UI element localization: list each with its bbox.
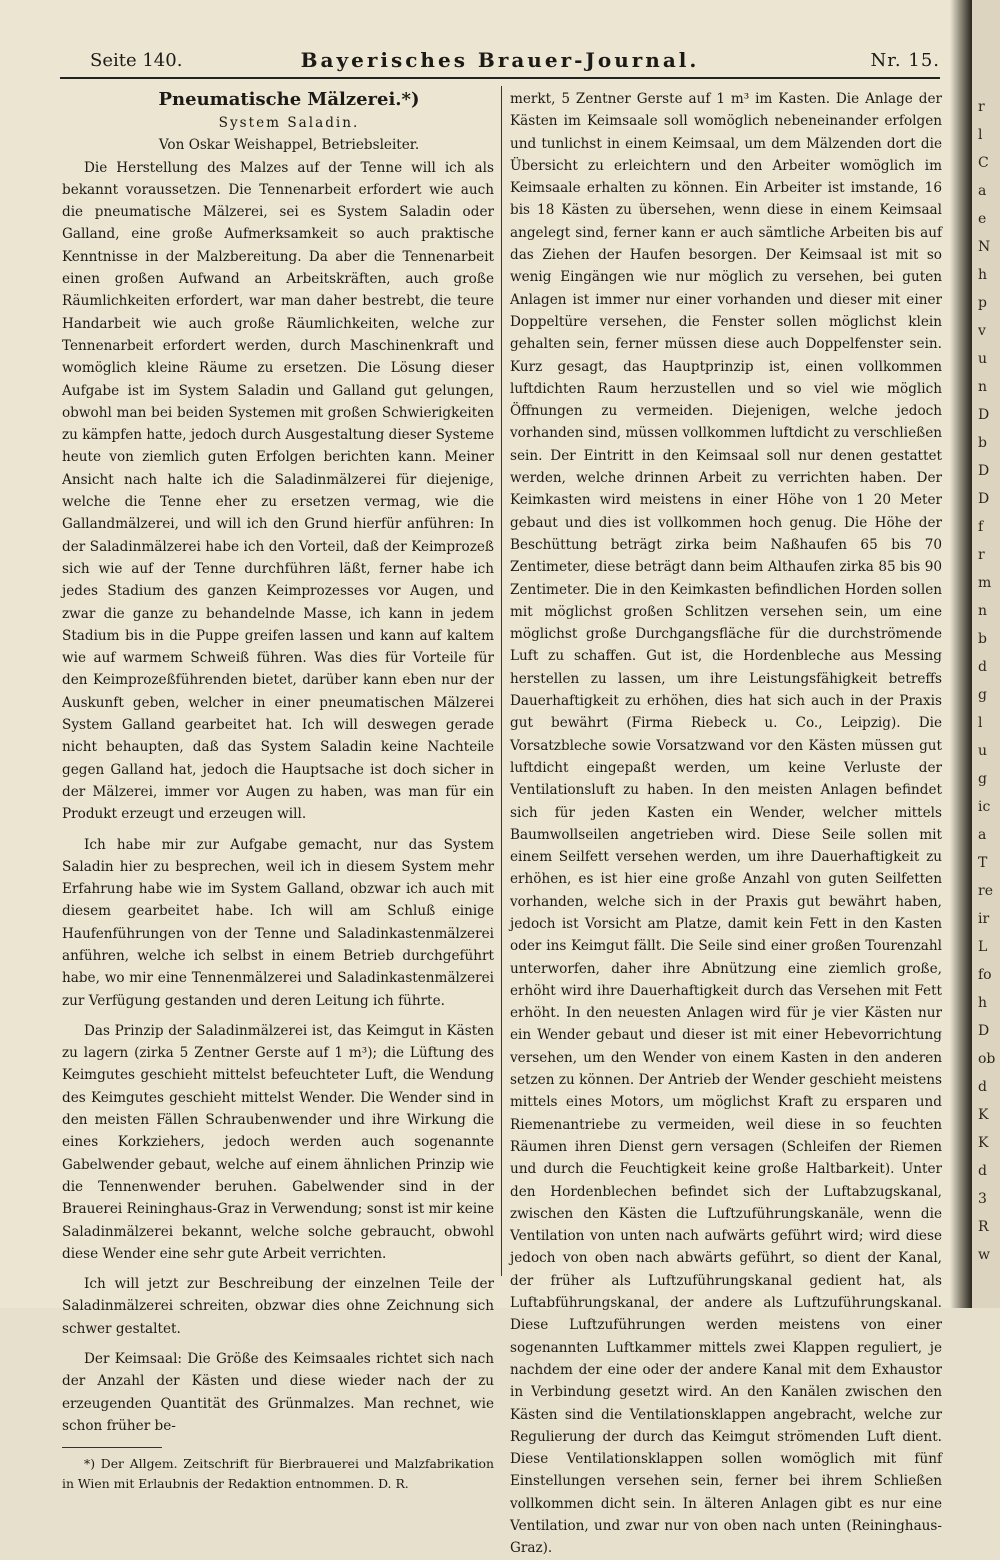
edge-character: ic [978,799,991,815]
edge-character: a [978,827,987,843]
edge-character: u [978,351,988,367]
edge-character: h [978,995,988,1011]
edge-character: 3 [978,1191,987,1207]
edge-character: d [978,1079,987,1095]
edge-character: C [978,155,989,171]
edge-character: L [978,939,988,955]
edge-character: r [978,547,985,563]
edge-character: fo [978,967,992,983]
article-title: Pneumatische Mälzerei.*) [158,89,420,110]
edge-character: ob [978,1051,996,1067]
edge-character: h [978,267,988,283]
edge-character: D [978,491,990,507]
edge-character: d [978,1163,987,1179]
edge-character: R [978,1219,989,1235]
adjacent-page-edge [972,0,1000,1308]
edge-character: b [978,435,987,451]
paragraph: Ich habe mir zur Aufgabe gemacht, nur das System Saladin hier zu besprechen, weil ich in diesem System mehr Erfahrung habe wie im System Galland, obzwar ich auch mit diesem gearbeitet habe. Ich will am Schluß einige Haufenführungen von der Tenne und Saladinkastenmälzerei anführen, welche ich selbst in einem Betrieb durchgeführt habe, wo mir eine Tennenmälzerei und Saladinkastenmälzerei zur Verfügung gestanden und deren Leitung ich führte. [62,836,494,1009]
paragraph: merkt, 5 Zentner Gerste auf 1 m³ im Kasten. Die Anlage der Kästen im Keimsaale soll womöglich nebeneinander erfolgen und tunlichst in einem Keimsaal, um dem Mälzenden dort die Übersicht zu erleichtern und den Arbeiter womöglich im Keimsaale erhalten zu können. Ein Arbeiter ist imstande, 16 bis 18 Kästen zu übersehen, wenn diese in einem Keimsaal angelegt sind, ferner kann er auch sämtliche Arbeiten bis auf das Ziehen der Haufen besorgen. Der Keimsaal ist mit so wenig Eingängen wie nur möglich zu versehen, bei guten Anlagen ist immer nur einer vorhanden und dieser mit einer Doppeltüre versehen, die Fenster sollen möglichst klein gehalten sein, ferner müssen diese auch Doppelfenster sein. Kurz gesagt, das Hauptprinzip ist, einen vollkommen luftdichten Raum herzustellen und so viel wie möglich Öffnungen zu vermeiden. Diejenigen, welche jedoch vorhanden sind, müssen vollkommen luftdicht zu verschließen sein. Der Eintritt in den Keimsaal soll nur denen gestattet werden, welche drinnen Arbeit zu verrichten haben. Der Keimkasten wird meistens in einer Höhe von 1 20 Meter gebaut und dies ist vollkommen hoch genug. Die Höhe der Beschüttung beträgt zirka beim Naßhaufen 65 bis 70 Zentimeter, diese beträgt dann beim Althaufen zirka 85 bis 90 Zentimeter. Die in den Keimkasten befindlichen Horden sollen mit möglichst großen Schlitzen versehen sein, um eine möglichst große Durchgangsfläche für die durchströmende Luft zu schaffen. Gut ist, die Hordenbleche aus Messing herstellen zu lassen, um ihre Leistungsfähigkeit betreffs Dauerhaftigkeit zu erhöhen, dies hat sich auch in der Praxis gut bewährt (Firma Riebeck u. Co., Leipzig). Die Vorsatzbleche sowie Vorsatzwand vor den Kästen müssen gut luftdicht eingepaßt werden, um keine Verluste der Ventilationsluft zu haben. In den meisten Anlagen befindet sich für jeden Kasten ein Wender, welcher mittels Baumwollseilen angetrieben wird. Diese Seile sollen mit einem Seilfett versehen werden, um ihre Dauerhaftigkeit zu erhöhen, es ist hier eine große Anzahl von guten Seilfetten vorhanden, welche sich in der Praxis gut bewährt haben, jedoch ist Vorsicht am Platze, damit kein Fett in den Kasten oder ins Keimgut fällt. Die Seile sind einer großen Tourenzahl unterworfen, daher ihre Abnützung eine ziemlich große, erhöht wird ihre Dauerhaftigkeit durch das Versehen mit Fett erhöht. In den neuesten Anlagen wird für je vier Kästen nur ein Wender gebaut und dieser ist mit einer Hebevorrichtung versehen, um den Wender von einem Kasten in den anderen setzen zu können. Der Antrieb der Wender geschieht meistens mittels eines Motors, um möglichst Kraft zu ersparen und Riemenantriebe zu vermeiden, weil diese in so feuchten Räumen ihren Dienst gern versagen (Schleifen der Riemen und durch die Feuchtigkeit keine große Haltbarkeit). Unter den Hordenblechen befindet sich der Luftabzugskanal, zwischen den Kästen die Luftzuführungskanäle, wenn die Ventilation von unten nach aufwärts geführt wird; wird diese jedoch von oben nach abwärts geführt, so dient der Kanal, der früher als Luftzuführungskanal gedient hat, als Luftabführungskanal, der andere als Luftzuführungskanal. Diese Luftzuführungen werden meistens von einer sogenannten Luftkammer mittels zwei Klappen reguliert, je nachdem der eine oder der andere Kanal mit dem Exhaustor in Verbindung gesetzt wird. An den Kanälen zwischen den Kästen sind die Ventilationsklappen angebracht, welche zur Regulierung der durch das Keimgut strömenden Luft dient. Diese Ventilationsklappen sollen womöglich mit fünf Einstellungen versehen sein, ferner bei ihrem Schließen vollkommen dicht sein. In älteren Anlagen gibt es nur eine Ventilation, und zwar nur von oben nach unten (Reininghaus-Graz). [510,91,942,1557]
edge-character: l [978,715,983,731]
edge-character: D [978,463,990,479]
footnote-rule [62,1447,162,1448]
journal-title: Bayerisches Brauer-Journal. [300,48,700,72]
edge-character: n [978,379,988,395]
article-author: Von Oskar Weishappel, Betriebsleiter. [158,137,420,154]
footnote: *) Der Allgem. Zeitschrift für Bierbrauerei und Malzfabrikation in Wien mit Erlaubnis der Redaktion entnommen. D. R. [62,1456,494,1492]
page-header [60,46,940,76]
edge-character: p [978,295,987,311]
column-divider [501,86,502,1276]
left-column [62,88,494,1494]
edge-character: D [978,407,990,423]
paragraph: Der Keimsaal: Die Größe des Keimsaales richtet sich nach der Anzahl der Kästen und diese wieder nach der zu erzeugenden Quantität des Grünmalzes. Man rechnet, wie schon früher be- [62,1351,494,1434]
edge-character: f [978,519,984,535]
edge-character: l [978,127,983,143]
edge-character: m [978,575,992,591]
edge-character: b [978,631,987,647]
page-fold-shadow [950,0,972,1308]
paragraph: Ich will jetzt zur Beschreibung der einzelnen Teile der Saladinmälzerei schreiten, obzwar dies ohne Zeichnung sich schwer gestaltet. [62,1276,494,1337]
edge-character: r [978,99,985,115]
article-subtitle: System Saladin. [218,115,360,131]
right-column [510,88,942,1560]
issue-number: Nr. 15. [870,50,940,71]
edge-character: v [978,323,986,339]
page-number: Seite 140. [90,50,183,71]
header-rule [60,77,940,79]
edge-character: re [978,883,993,899]
paragraph: Das Prinzip der Saladinmälzerei ist, das Keimgut in Kästen zu lagern (zirka 5 Zentner Gerste auf 1 m³); die Lüftung des Keimgutes geschieht mittelst befeuchteter Luft, die Wendung des Keimgutes geschieht mittelst Wender. Die Wender sind in den meisten Fällen Schraubenwender und ihre Wirkung die eines Korkziehers, jedoch werden auch sogenannte Gabelwender gebaut, welche auf einem ähnlichen Prinzip wie die Tennenwender beruhen. Gabelwender sind in der Brauerei Reininghaus-Graz in Verwendung; sonst ist mir keine Saladinmälzerei bekannt, welche solche gebraucht, obwohl diese Wender eine sehr gute Arbeit verrichten. [62,1022,494,1262]
edge-character: a [978,183,987,199]
edge-character: d [978,659,987,675]
edge-character: g [978,687,987,703]
edge-character: K [978,1135,989,1151]
edge-character: D [978,1023,990,1039]
edge-character: K [978,1107,989,1123]
edge-character: ir [978,911,990,927]
paragraph: Die Herstellung des Malzes auf der Tenne will ich als bekannt voraussetzen. Die Tennenarbeit erfordert wie auch die pneumatische Mälzerei, sei es System Saladin oder Galland, eine große Aufmerksamkeit so auch praktische Kenntnisse in der Malzbereitung. Da aber die Tennenarbeit einen großen Aufwand an Arbeitskräften, auch große Räumlichkeiten erfordert, war man daher bestrebt, die teure Handarbeit wie auch große Räumlichkeiten, welche zur Tennenarbeit erfordert werden, durch Maschinenkraft und womöglich kleine Räume zu ersetzen. Die Lösung dieser Aufgabe ist im System Saladin und Galland gut gelungen, obwohl man bei beiden Systemen mit großen Schwierigkeiten zu kämpfen hatte, jedoch durch Ausgestaltung dieser Systeme heute von ziemlich guten Erfolgen berichten kann. Meiner Ansicht nach halte ich die Saladinmälzerei für diejenige, welche die Tenne eher zu ersetzen vermag, wie die Gallandmälzerei, und will ich den Grund hierfür anführen: In der Saladinmälzerei habe ich den Vorteil, daß der Keimprozeß sich wie auf der Tenne durchführen läßt, ferner habe ich jedes Stadium des ganzen Keimprozesses vor Augen, und zwar die ganze zu behandelnde Masse, ich kann in jedem Stadium bis in die Puppe greifen lassen und kann auf kaltem wie auf warmem Schweiß führen. Was dies für Vorteile für den Keimprozeßführenden bietet, darüber kann eben nur der Auskunft geben, welcher in einer pneumatischen Mälzerei System Galland gearbeitet hat. Ich will deswegen gerade nicht behaupten, daß das System Saladin keine Nachteile gegen Galland hat, jedoch die Hauptsache ist doch sicher in der Mälzerei, immer vor Augen zu haben, was man für ein Produkt erzeugt und erzeugen will. [62,159,494,823]
edge-character: N [978,239,991,255]
edge-character: w [978,1247,990,1263]
edge-character: u [978,743,988,759]
edge-character: g [978,771,987,787]
edge-character: T [978,855,988,871]
edge-character: n [978,603,988,619]
edge-character: e [978,211,987,227]
